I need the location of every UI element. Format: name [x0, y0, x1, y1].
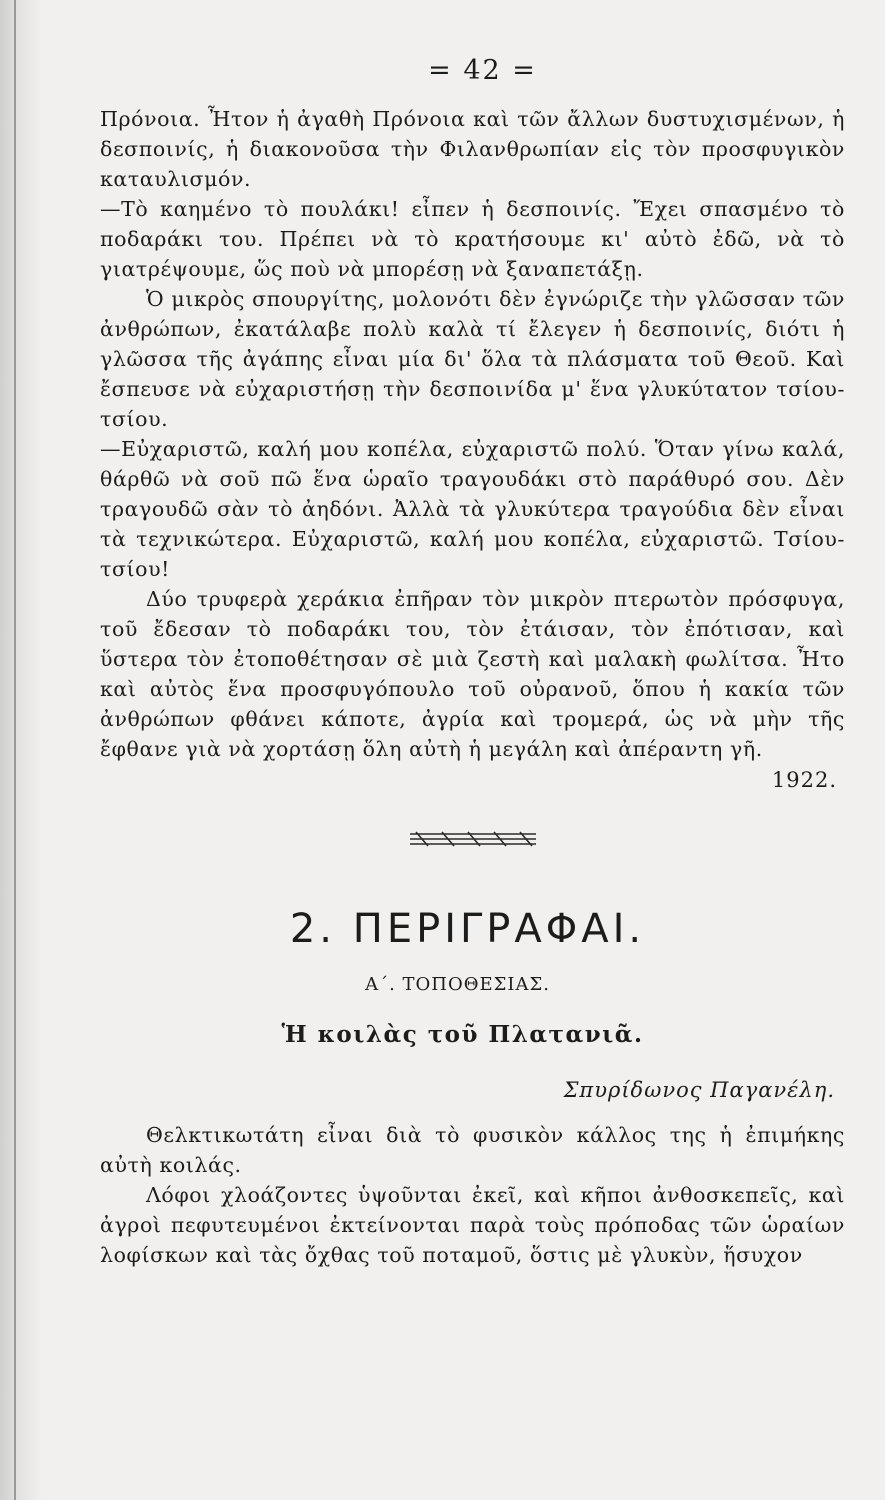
binding-edge-line [14, 0, 16, 1500]
book-binding [0, 0, 42, 1500]
paragraph: —Τὸ καημένο τὸ πουλάκι! εἶπεν ἡ δεσποινίς. Ἔχει σπασμένο τὸ ποδαράκι του. Πρέπει νὰ τὸ κρατήσουμε κι' αὐτὸ ἐδῶ, νὰ τὸ γιατρέψουμε, ὥς ποὺ νὰ μπορέσῃ νὰ ξαναπετάξῃ. [100, 197, 845, 281]
article-author: Σπυρίδωνος Παγανέλη. [563, 1078, 835, 1102]
paragraph: Δύο τρυφερὰ χεράκια ἐπῆραν τὸν μικρὸν πτερωτὸν πρόσφυγα, τοῦ ἔδεσαν τὸ ποδαράκι του, τὸν ἐτάισαν, τὸν ἐπότισαν, καὶ ὕστερα τὸν ἐτοποθέτησαν σὲ μιὰ ζεστὴ καὶ μαλακὴ φωλίτσα. Ἦτο καὶ αὐτὸς ἕνα προσφυγόπουλο τοῦ οὐρανοῦ, ὅπου ἡ κακία τῶν ἀνθρώπων φθάνει κάποτε, ἀγρία καὶ τρομερά, ὡς νὰ μὴν τῆς ἔφθανε γιὰ νὰ χορτάσῃ ὅλη αὐτὴ ἡ μεγάλη καὶ ἀπέραντη γῆ. [100, 587, 845, 761]
top-text-block [100, 104, 845, 764]
page [100, 55, 845, 1270]
bottom-text-block [100, 1120, 845, 1270]
paragraph: Ὁ μικρὸς σπουργίτης, μολονότι δὲν ἐγνώριζε τὴν γλῶσσαν τῶν ἀνθρώπων, ἐκατάλαβε πολὺ καλὰ τί ἔλεγεν ἡ δεσποινίς, διότι ἡ γλῶσσα τῆς ἀγάπης εἶναι μία δι' ὅλα τὰ πλάσματα τοῦ Θεοῦ. Καὶ ἔσπευσε νὰ εὐχαριστήσῃ τὴν δεσποινίδα μ' ἕνα γλυκύτατον τσίου-τσίου. [100, 287, 845, 431]
date-line: 1922. [771, 768, 837, 792]
page-number: = 42 = [428, 55, 537, 86]
subsection-title: Α΄. ΤΟΠΟΘΕΣΙΑΣ. [365, 974, 550, 995]
article-title: Ἡ κοιλὰς τοῦ Πλατανιᾶ. [281, 1021, 644, 1048]
paragraph: Λόφοι χλοάζοντες ὑψοῦνται ἐκεῖ, καὶ κῆποι ἀνθοσκεπεῖς, καὶ ἀγροὶ πεφυτευμένοι ἐκτείνονται παρὰ τοὺς πρόποδας τῶν ὡραίων λοφίσκων καὶ τὰς ὄχθας τοῦ ποταμοῦ, ὅστις μὲ γλυκὺν, ἥσυχον [100, 1183, 845, 1267]
ornament-divider-icon [408, 830, 538, 848]
paragraph: Πρόνοια. Ἦτον ἡ ἀγαθὴ Πρόνοια καὶ τῶν ἄλλων δυστυχισμένων, ἡ δεσποινίς, ἡ διακονοῦσα τὴν Φιλανθρωπίαν εἰς τὸν προσφυγικὸν καταυλισμόν. [100, 107, 845, 191]
section-title: 2. ΠΕΡΙΓΡΑΦΑΙ. [289, 906, 646, 952]
paragraph: Θελκτικωτάτη εἶναι διὰ τὸ φυσικὸν κάλλος της ἡ ἐπιμήκης αὐτὴ κοιλάς. [100, 1123, 845, 1177]
paragraph: —Εὐχαριστῶ, καλή μου κοπέλα, εὐχαριστῶ πολύ. Ὅταν γίνω καλά, θάρθῶ νὰ σοῦ πῶ ἕνα ὡραῖο τραγουδάκι στὸ παράθυρό σου. Δὲν τραγουδῶ σὰν τὸ ἀηδόνι. Ἀλλὰ τὰ γλυκύτερα τραγούδια δὲν εἶναι τὰ τεχνικώτερα. Εὐχαριστῶ, καλή μου κοπέλα, εὐχαριστῶ. Τσίου-τσίου! [100, 437, 845, 581]
